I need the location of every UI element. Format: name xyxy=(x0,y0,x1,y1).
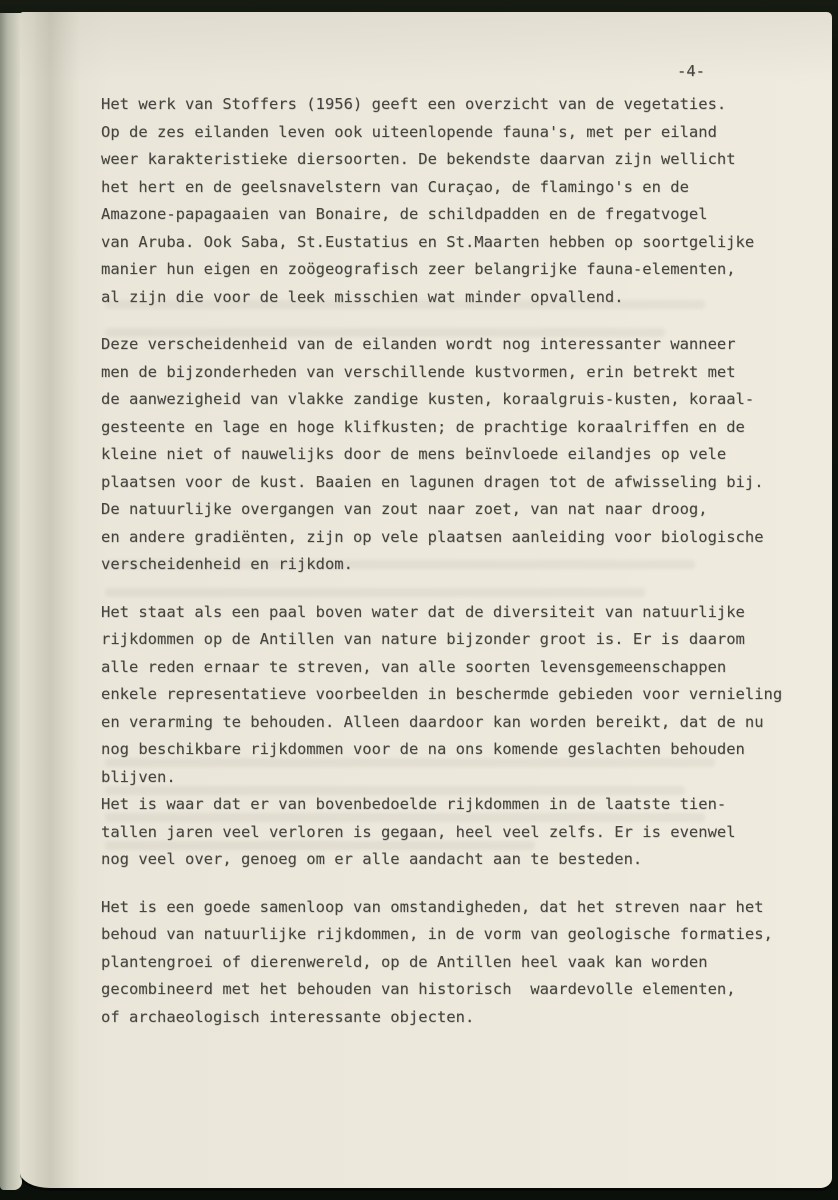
text-line: verscheidenheid en rijkdom. xyxy=(101,555,353,573)
text-line: enkele representatieve voorbeelden in beschermde gebieden voor vernieling xyxy=(101,685,783,703)
text-line: Het werk van Stoffers (1956) geeft een overzicht van de vegetaties. xyxy=(101,95,727,113)
text-line: Het is een goede samenloop van omstandigheden, dat het streven naar het xyxy=(101,897,764,916)
text-line: alle reden ernaar te streven, van alle soorten levensgemeenschappen xyxy=(101,657,727,676)
text-line: Het staat als een paal boven water dat de diversiteit van natuurlijke xyxy=(101,602,745,621)
text-line: of archaeologisch interessante objecten. xyxy=(101,1007,475,1026)
text-line: men de bijzonderheden van verschillende kustvormen, erin betrekt met xyxy=(101,362,736,381)
text-line: Het is waar dat er van bovenbedoelde rijkdommen in de laatste tien- xyxy=(101,795,727,813)
text-line: nog beschikbare rijkdommen voor de na ons komende geslachten behouden xyxy=(101,740,745,758)
paragraph xyxy=(101,331,792,579)
text-line: tallen jaren veel verloren is gegaan, heel veel zelfs. Er is evenwel xyxy=(101,822,736,841)
text-line: De natuurlijke overgangen van zout naar zoet, van nat naar droog, xyxy=(101,500,708,518)
text-line: plaatsen voor de kust. Baaien en lagunen dragen tot de afwisseling bij. xyxy=(101,472,764,491)
text-line: weer karakteristieke diersoorten. De bekendste daarvan zijn wellicht xyxy=(101,150,736,168)
text-line: gecombineerd met het behouden van historisch waardevolle elementen, xyxy=(101,980,736,998)
text-line: Amazone-papagaaien van Bonaire, de schildpadden en de fregatvogel xyxy=(101,205,708,223)
text-line: Deze verscheidenheid van de eilanden wordt nog interessanter wanneer xyxy=(101,335,736,353)
paragraph xyxy=(101,894,792,1032)
text-line: van Aruba. Ook Saba, St.Eustatius en St.Maarten hebben op soortgelijke xyxy=(101,232,755,251)
text-line: kleine niet of nauwelijks door de mens beïnvloede eilandjes op vele xyxy=(101,445,727,463)
document-page xyxy=(20,12,832,1188)
paragraph xyxy=(101,599,792,874)
text-line: en verarming te behouden. Alleen daardoor kan worden bereikt, dat de nu xyxy=(101,712,764,731)
paragraph xyxy=(101,91,792,311)
text-line: nog veel over, genoeg om er alle aandacht aan te besteden. xyxy=(101,850,643,868)
gutter-shadow xyxy=(34,12,80,1188)
text-line: behoud van natuurlijke rijkdommen, in de vorm van geologische formaties, xyxy=(101,925,773,943)
text-line: de aanwezigheid van vlakke zandige kusten, koraalgruis-kusten, koraal- xyxy=(101,390,755,408)
text-line: al zijn die voor de leek misschien wat minder opvallend. xyxy=(101,287,624,306)
text-line: plantengroei of dierenwereld, op de Antillen heel vaak kan worden xyxy=(101,952,708,971)
text-line: en andere gradiënten, zijn op vele plaatsen aanleiding voor biologische xyxy=(101,527,764,546)
text-line: gesteente en lage en hoge klifkusten; de prachtige koraalriffen en de xyxy=(101,417,745,436)
text-line: rijkdommen op de Antillen van nature bijzonder groot is. Er is daarom xyxy=(101,630,745,648)
book-page-stack-edge xyxy=(0,13,22,1190)
page-number: -4- xyxy=(677,62,705,80)
text-line: blijven. xyxy=(101,767,176,786)
text-line: manier hun eigen en zoögeografisch zeer belangrijke fauna-elementen, xyxy=(101,260,736,278)
text-line: Op de zes eilanden leven ook uiteenlopende fauna's, met per eiland xyxy=(101,122,717,141)
page-text xyxy=(101,91,792,1051)
text-line: het hert en de geelsnavelstern van Curaçao, de flamingo's en de xyxy=(101,177,689,196)
